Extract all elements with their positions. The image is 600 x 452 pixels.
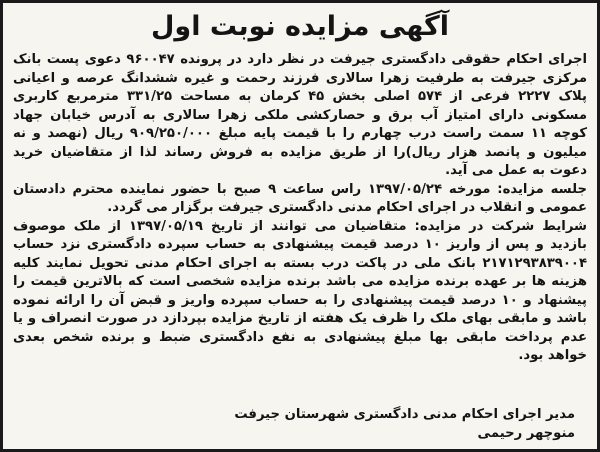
notice-title: آگهی مزایده نوبت اول [151,11,449,42]
notice-signature [13,405,575,443]
signature-name: منوچهر رحیمی [477,426,575,441]
notice-paragraph-main: اجرای احکام حقوقی دادگستری جیرفت در نظر دارد در پرونده ۹۶۰۰۴۷ دعوی پست بانک مرکزی جیرفت به طرفیت زهرا سالاری فرزند رحمت و غیره ششدانگ عرصه و اعیانی پلاک ۲۲۲۷ فرعی از ۵۷۴ اصلی بخش ۴۵ کرمان به مساحت ۳۳۱/۲۵ مترمربع کاربری مسکونی دارای امتیاز آب برق و حصارکشی ملکی زهرا سالاری به آدرس خیابان جهاد کوچه ۱۱ سمت راست درب چهارم را با قیمت پایه مبلغ ۹۰۹/۲۵۰/۰۰۰ ریال (نهصد و نه میلیون و پانصد هزار ریال)را از طریق مزایده به فروش رساند لذا از متقاضیان خرید دعوت به عمل می آید. [13,52,587,178]
signature-title: مدیر اجرای احکام مدنی دادگستری شهرستان جیرفت [234,407,575,422]
notice-body [13,51,587,366]
notice-paragraph-session: جلسه مزایده: مورخه ۱۳۹۷/۰۵/۲۴ راس ساعت ۹ صبح با حضور نماینده محترم دادستان عمومی و انقلاب در اجرای احکام مدنی دادگستری جیرفت برگزار می گردد. [13,181,587,215]
notice-paragraph-conditions: شرایط شرکت در مزایده: متقاضیان می توانند از تاریخ ۱۳۹۷/۰۵/۱۹ از ملک موصوف بازدید و پس از واریز ۱۰ درصد قیمت پیشنهادی به حساب سپرده دادگستری نزد حساب ۲۱۷۱۲۹۳۸۳۹۰۰۴ بانک ملی در پاکت درب بسته به اجرای احکام مدنی تحویل نمایند کلیه هزینه ها بر عهده برنده مزایده می باشد برنده مزایده شخصی است که بالاترین قیمت را پیشنهاد و ۱۰ درصد قیمت پیشنهادی را به حساب سپرده واریز و قبض آن را ارائه نموده باشد و مابقی بهای ملک را ظرف یک هفته از تاریخ مزایده بپردازد در صورت انصراف و یا عدم پرداخت مابقی بها مبلغ پیشنهادی به نفع دادگستری ضبط و برنده شخص بعدی خواهد بود. [13,218,588,363]
